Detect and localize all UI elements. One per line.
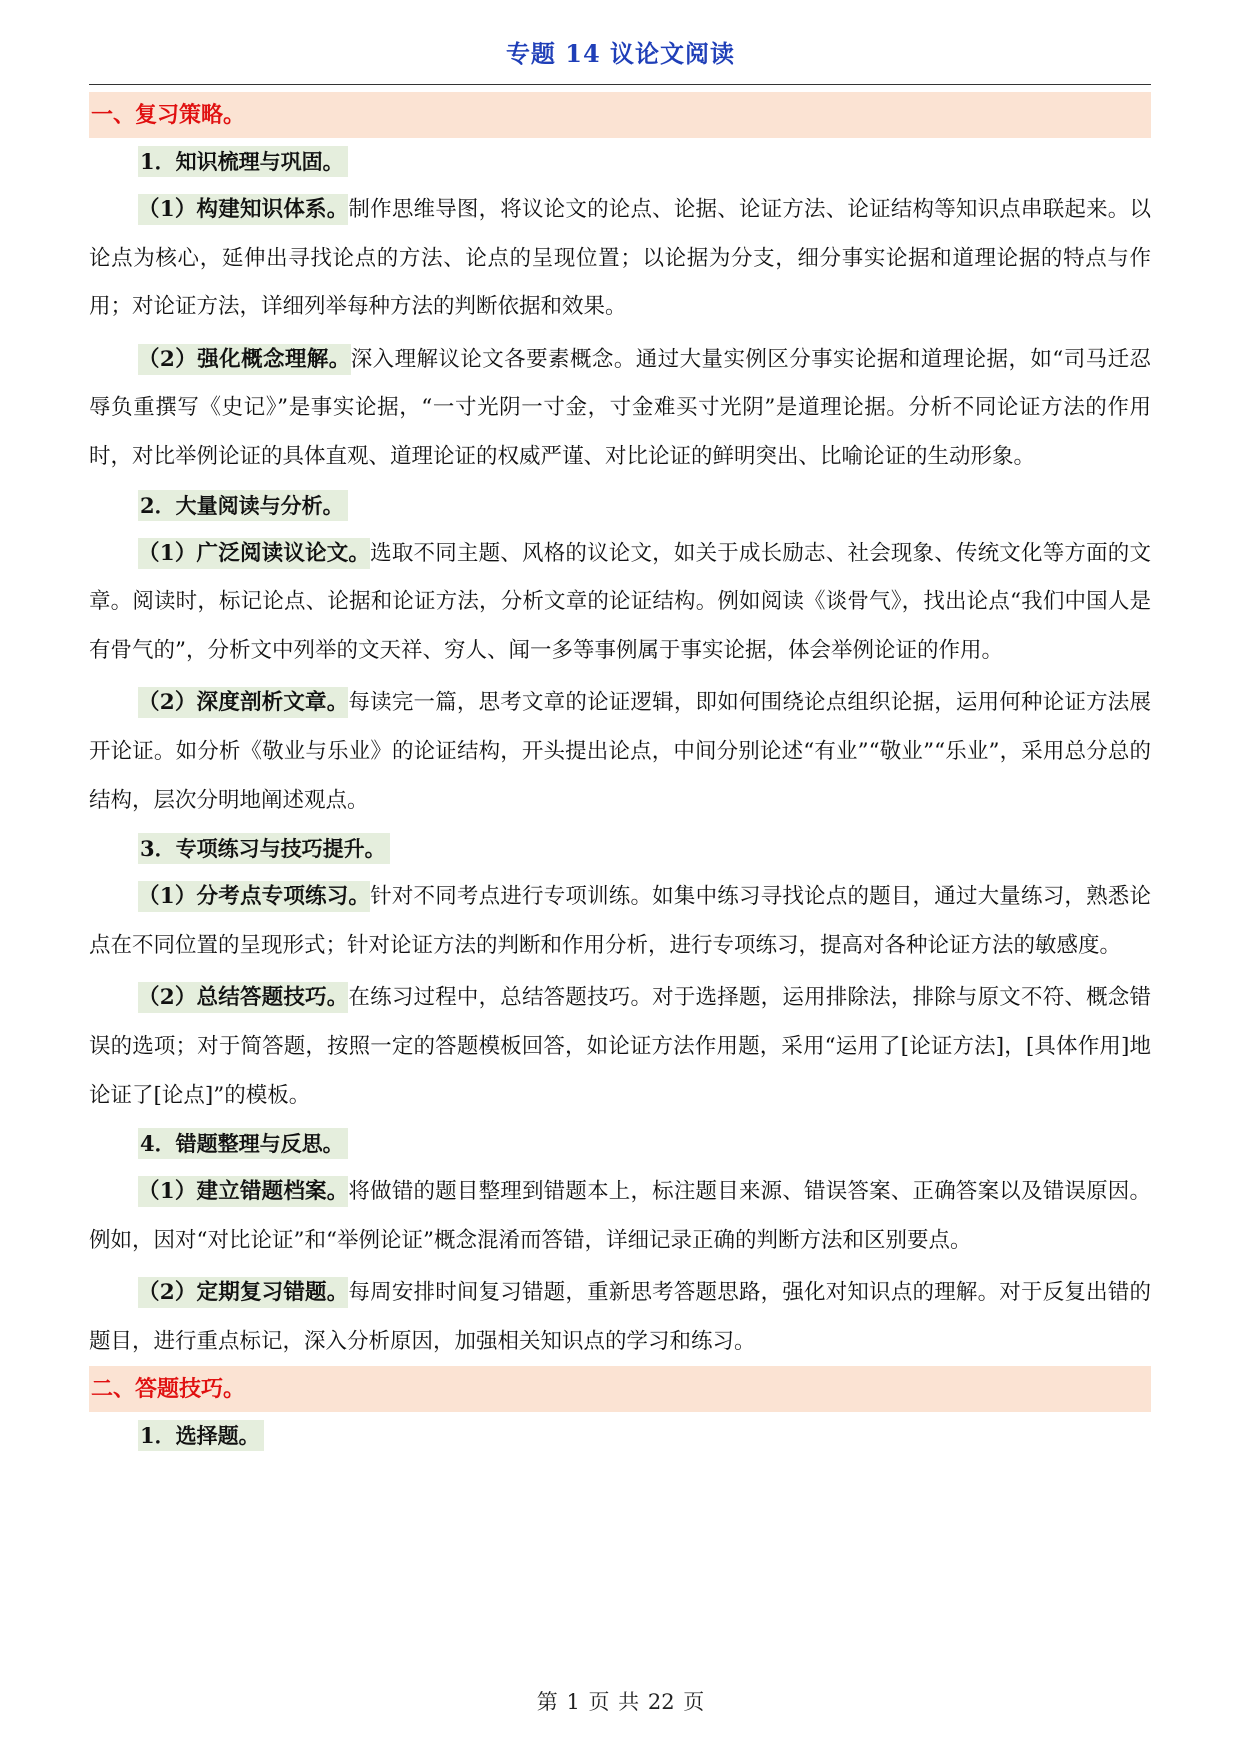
paragraph-text: 在练习过程中，总结答题技巧。对于选择题，运用排除法，排除与原文不符、概念错误的选项；对于简答题，按照一定的答题模板回答，如论证方法作用题，采用“运用了[论证方法]，[具体作用]地论证了[论点]”的模板。 <box>89 985 1151 1108</box>
paragraph-lead: （1）建立错题档案。 <box>138 1176 348 1207</box>
paragraph-lead: （1）构建知识体系。 <box>138 194 348 225</box>
subsection-heading: 2．大量阅读与分析。 <box>138 490 348 521</box>
paragraph-lead: （2）总结答题技巧。 <box>138 982 348 1013</box>
section-heading-review-strategy: 一、复习策略。 <box>89 92 1151 138</box>
paragraph-text: 每周安排时间复习错题，重新思考答题思路，强化对知识点的理解。对于反复出错的题目，进行重点标记，深入分析原因，加强相关知识点的学习和练习。 <box>89 1280 1151 1354</box>
paragraph-text: 针对不同考点进行专项训练。如集中练习寻找论点的题目，通过大量练习，熟悉论点在不同位置的呈现形式；针对论证方法的判断和作用分析，进行专项练习，提高对各种论证方法的敏感度。 <box>89 884 1151 958</box>
paragraph-text: 每读完一篇，思考文章的论证逻辑，即如何围绕论点组织论据，运用何种论证方法展开论证。如分析《敬业与乐业》的论证结构，开头提出论点，中间分别论述“有业”“敬业”“乐业”，采用总分总的结构，层次分明地阐述观点。 <box>89 690 1151 813</box>
section-heading-answer-tips: 二、答题技巧。 <box>89 1366 1151 1412</box>
paragraph <box>89 679 1151 825</box>
subsection-heading: 1．知识梳理与巩固。 <box>138 146 348 177</box>
paragraph-text: 选取不同主题、风格的议论文，如关于成长励志、社会现象、传统文化等方面的文章。阅读时，标记论点、论据和论证方法，分析文章的论证结构。例如阅读《谈骨气》，找出论点“我们中国人是有骨气的”，分析文中列举的文天祥、穷人、闻一多等事例属于事实论据，体会举例论证的作用。 <box>89 540 1151 663</box>
document-title: 专题 14 议论文阅读 <box>505 39 736 68</box>
paragraph-text: 制作思维导图，将议论文的论点、论据、论证方法、论证结构等知识点串联起来。以论点为核心，延伸出寻找论点的方法、论点的呈现位置；以论据为分支，细分事实论据和道理论据的特点与作用；对论证方法，详细列举每种方法的判断依据和效果。 <box>89 197 1151 320</box>
subsection-heading: 3．专项练习与技巧提升。 <box>138 833 390 864</box>
paragraph <box>89 1168 1151 1265</box>
paragraph <box>89 186 1151 332</box>
document-body <box>89 92 1151 1460</box>
subsection-heading: 4．错题整理与反思。 <box>138 1128 348 1159</box>
paragraph <box>89 530 1151 676</box>
paragraph <box>89 1269 1151 1366</box>
paragraph <box>89 873 1151 970</box>
paragraph-lead: （2）定期复习错题。 <box>138 1277 348 1308</box>
subsection-heading: 1．选择题。 <box>138 1420 264 1451</box>
header-divider <box>89 84 1151 85</box>
paragraph <box>89 336 1151 482</box>
paragraph-lead: （2）深度剖析文章。 <box>138 687 348 718</box>
paragraph-lead: （2）强化概念理解。 <box>138 344 351 375</box>
paragraph-lead: （1）广泛阅读议论文。 <box>138 538 370 569</box>
page-number: 第 1 页 共 22 页 <box>536 1690 705 1714</box>
paragraph-lead: （1）分考点专项练习。 <box>138 881 370 912</box>
paragraph <box>89 974 1151 1120</box>
paragraph-text: 将做错的题目整理到错题本上，标注题目来源、错误答案、正确答案以及错误原因。例如，因对“对比论证”和“举例论证”概念混淆而答错，详细记录正确的判断方法和区别要点。 <box>89 1179 1151 1253</box>
paragraph-text: 深入理解议论文各要素概念。通过大量实例区分事实论据和道理论据，如“司马迁忍辱负重撰写《史记》”是事实论据，“一寸光阴一寸金，寸金难买寸光阴”是道理论据。分析不同论证方法的作用时，对比举例论证的具体直观、道理论证的权威严谨、对比论证的鲜明突出、比喻论证的生动形象。 <box>89 346 1151 469</box>
